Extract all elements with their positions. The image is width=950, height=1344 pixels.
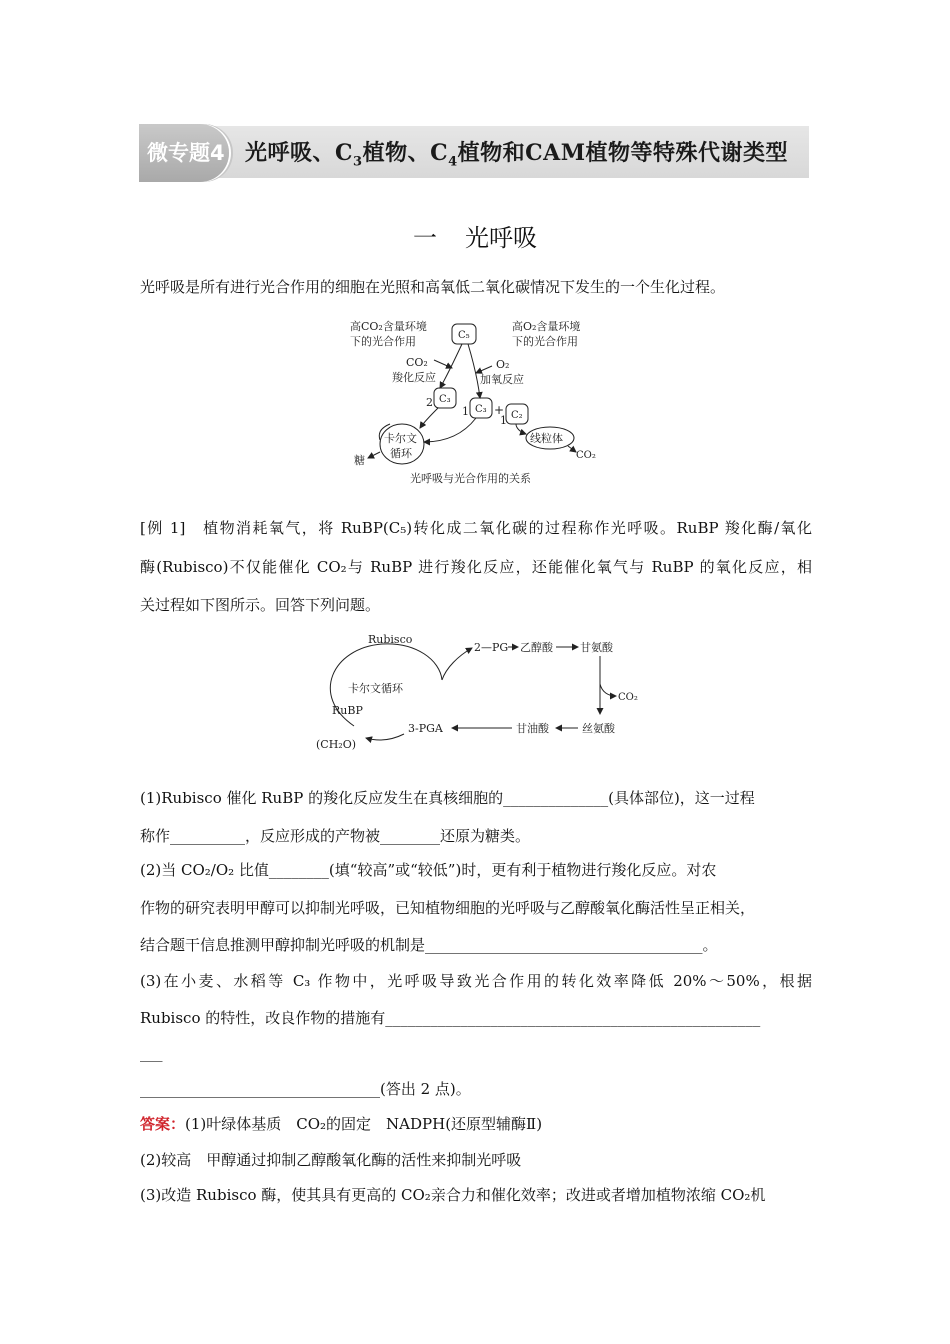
pga-to-calvin-arrow (366, 734, 404, 740)
co2-label: CO₂ (406, 356, 428, 369)
question-1-line-2: 称作__________，反应形成的产物被________还原为糖类。 (140, 827, 531, 845)
question-3-line-2: Rubisco 的特性，改良作物的措施有__________________________________________________ (140, 1009, 761, 1027)
c2-label: C₂ (511, 410, 523, 421)
label-high-o2-line2: 下的光合作用 (512, 335, 578, 348)
rubisco-to-pg-arrow (442, 648, 472, 680)
title-part: 光呼吸、C (245, 140, 354, 166)
intro-paragraph: 光呼吸是所有进行光合作用的细胞在光照和高氧低二氧化碳情况下发生的一个生化过程。 (140, 278, 726, 296)
co2-branch-arrow (600, 684, 616, 696)
question-3-line-3: ___ (140, 1044, 163, 1062)
question-1-line-1: (1)Rubisco 催化 RuBP 的羧化反应发生在真核细胞的______________(具体部位)，这一过程 (140, 789, 755, 807)
topic-title (245, 124, 788, 182)
title-subscript: 3 (353, 154, 363, 170)
c3-left-label: C₃ (439, 394, 451, 405)
figure1-caption: 光呼吸与光合作用的关系 (410, 472, 531, 485)
c3-mid-label: C₃ (475, 404, 487, 415)
answer-label: 答案： (140, 1115, 186, 1133)
oxygenation-label: 加氧反应 (480, 373, 524, 386)
rubisco-label: Rubisco (368, 633, 413, 646)
c5-label: C₅ (458, 330, 470, 341)
section-heading (0, 218, 950, 253)
c3-to-calvin-arrow (420, 408, 438, 428)
coefficient-1a: 1 (462, 405, 469, 418)
carboxylation-label: 羧化反应 (392, 371, 436, 384)
o2-label: O₂ (496, 358, 510, 371)
glycolic-acid-label: 乙醇酸 (520, 641, 553, 654)
section-title: 光呼吸 (465, 224, 537, 252)
glyceric-acid-label: 甘油酸 (516, 722, 549, 735)
calvin-label-line1: 卡尔文 (384, 432, 417, 445)
ch2o-label: (CH₂O) (316, 738, 357, 751)
co2-input-arrow (434, 360, 452, 368)
question-3-line-1: (3)在小麦、水稻等 C₃ 作物中，光呼吸导致光合作用的转化效率降低 20%～50%，根据 (140, 972, 812, 990)
pg-label: 2—PG (474, 641, 509, 654)
answer-line-1 (140, 1114, 812, 1134)
topic-banner (139, 124, 811, 184)
co2-release-label: CO₂ (576, 450, 596, 461)
pga-label: 3-PGA (408, 722, 443, 735)
c3-return-arrow (424, 418, 476, 442)
answer-line-3: (3)改造 Rubisco 酶，使其具有更高的 CO₂亲合力和催化效率；改进或者增加植物浓缩 CO₂机 (140, 1186, 766, 1204)
glycine-label: 甘氨酸 (580, 641, 613, 654)
label-high-co2-line2: 下的光合作用 (350, 335, 416, 348)
question-3-line-4: ________________________________(答出 2 点)。 (140, 1080, 471, 1098)
figure-photorespiration-relation (340, 316, 610, 492)
question-2-line-2: 作物的研究表明甲醇可以抑制光呼吸，已知植物细胞的光呼吸与乙醇酸氧化酶活性呈正相关， (140, 899, 756, 917)
example-line-1: [例 1] 植物消耗氧气，将 RuBP(C₅)转化成二氧化碳的过程称作光呼吸。RuBP 羧化酶/氧化 (140, 519, 812, 537)
topic-tag: 微专题4 (139, 124, 229, 182)
title-subscript: 4 (448, 154, 458, 170)
sugar-label: 糖 (354, 454, 365, 467)
answer-line-2: (2)较高 甲醇通过抑制乙醇酸氧化酶的活性来抑制光呼吸 (140, 1151, 522, 1169)
co2-release-arrow (568, 446, 576, 452)
figure-photorespiration-pathway (312, 630, 642, 754)
oxygenation-arrow (468, 344, 480, 398)
c2-to-mitochondria-arrow (516, 424, 526, 434)
calvin-cycle-label: 卡尔文循环 (348, 682, 403, 695)
question-2-line-3: 结合题干信息推测甲醇抑制光呼吸的机制是_____________________________________。 (140, 936, 718, 954)
carboxylation-arrow (440, 344, 462, 388)
co2-label: CO₂ (618, 692, 638, 703)
example-line-3: 关过程如下图所示。回答下列问题。 (140, 596, 381, 614)
o2-input-arrow (476, 366, 492, 373)
coefficient-1b: 1 (500, 414, 507, 427)
sugar-arrow (368, 452, 380, 458)
mitochondria-label: 线粒体 (530, 432, 563, 445)
label-high-co2-line1: 高CO₂含量环境 (350, 320, 427, 333)
title-part: 植物和CAM植物等特殊代谢类型 (457, 140, 789, 166)
example-line-2: 酶(Rubisco)不仅能催化 CO₂与 RuBP 进行羧化反应，还能催化氧气与 RuBP 的氧化反应，相 (140, 558, 812, 576)
rubp-label: RuBP (332, 704, 363, 717)
coefficient-2: 2 (426, 396, 433, 409)
question-2-line-1: (2)当 CO₂/O₂ 比值________(填“较高”或“较低”)时，更有利于植物进行羧化反应。对农 (140, 861, 717, 879)
calvin-label-line2: 循环 (390, 447, 412, 460)
title-part: 植物、C (362, 140, 449, 166)
answer-1-text: (1)叶绿体基质 CO₂的固定 NADPH(还原型辅酶Ⅱ) (185, 1115, 543, 1133)
section-number: 一 (413, 224, 437, 252)
label-high-o2-line1: 高O₂含量环境 (512, 320, 581, 333)
plus-sign: + (494, 403, 505, 417)
serine-label: 丝氨酸 (582, 722, 615, 735)
